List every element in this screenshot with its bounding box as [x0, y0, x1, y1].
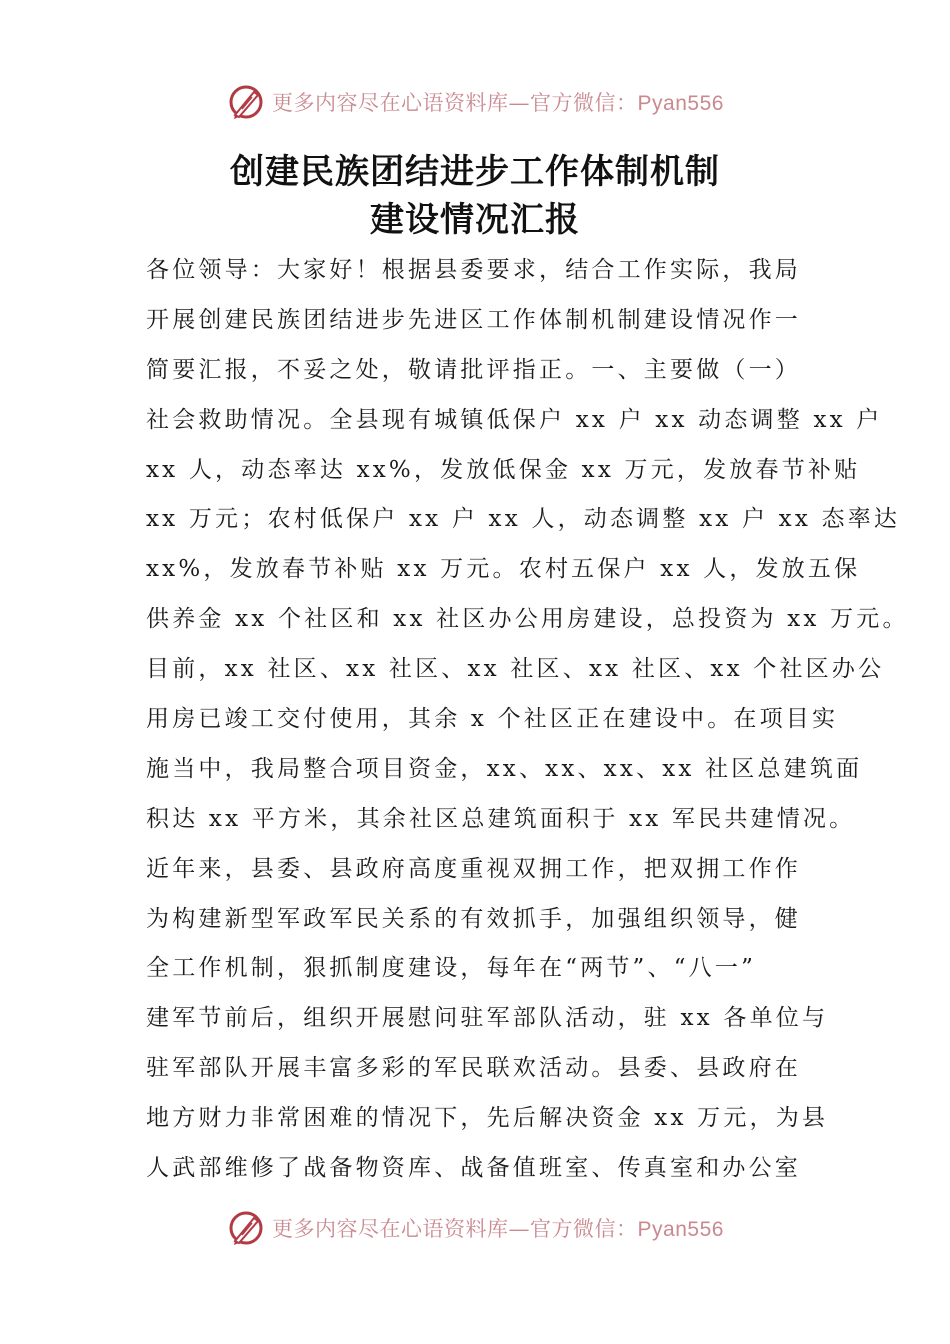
body-line: 人武部维修了战备物资库、战备值班室、传真室和办公室	[146, 1155, 801, 1182]
body-line: 用房已竣工交付使用，其余 x 个社区正在建设中。在项目实	[146, 706, 839, 733]
body-line: xx 人，动态率达 xx%，发放低保金 xx 万元，发放春节补贴	[146, 456, 861, 483]
watermark-banner-top	[0, 80, 950, 124]
wechat-id: Pyan556	[637, 1218, 724, 1241]
body-line: 开展创建民族团结进步先进区工作体制机制建设情况作一	[146, 306, 801, 333]
body-line: 全工作机制，狠抓制度建设，每年在“两节”、“八一”	[146, 955, 757, 982]
document-title-line-1: 创建民族团结进步工作体制机制	[230, 152, 720, 192]
body-line: 社会救助情况。全县现有城镇低保户 xx 户 xx 动态调整 xx 户	[146, 406, 883, 433]
watermark-text-top: 更多内容尽在心语资料库—官方微信：Pyan556	[272, 91, 724, 115]
body-line: 为构建新型军政军民关系的有效抓手，加强组织领导，健	[146, 905, 801, 932]
pen-nib-logo-icon	[226, 82, 266, 122]
body-line: 各位领导：大家好！根据县委要求，结合工作实际，我局	[146, 257, 801, 283]
document-body	[146, 246, 909, 1194]
body-line: 近年来，县委、县政府高度重视双拥工作，把双拥工作作	[146, 855, 801, 882]
document-title-line-2: 建设情况汇报	[370, 200, 580, 240]
body-line: 建军节前后，组织开展慰问驻军部队活动，驻 xx 各单位与	[146, 1005, 829, 1032]
body-line: 施当中，我局整合项目资金，xx、xx、xx、xx 社区总建筑面	[146, 755, 863, 782]
watermark-banner-bottom	[0, 1206, 950, 1250]
body-line: 地方财力非常困难的情况下，先后解决资金 xx 万元，为县	[146, 1105, 829, 1132]
body-line: xx 万元；农村低保户 xx 户 xx 人，动态调整 xx 户 xx 态率达	[146, 506, 901, 533]
body-line: 驻军部队开展丰富多彩的军民联欢活动。县委、县政府在	[146, 1055, 801, 1082]
wechat-id: Pyan556	[637, 92, 724, 115]
pen-nib-logo-icon	[226, 1208, 266, 1248]
body-line: 目前，xx 社区、xx 社区、xx 社区、xx 社区、xx 个社区办公	[146, 656, 885, 683]
body-line: 简要汇报，不妥之处，敬请批评指正。一、主要做（一）	[146, 356, 801, 383]
body-line: 积达 xx 平方米，其余社区总建筑面积于 xx 军民共建情况。	[146, 805, 856, 832]
body-line: 供养金 xx 个社区和 xx 社区办公用房建设，总投资为 xx 万元。	[146, 606, 909, 633]
body-line: xx%，发放春节补贴 xx 万元。农村五保户 xx 人，发放五保	[146, 556, 861, 583]
watermark-text-bottom: 更多内容尽在心语资料库—官方微信：Pyan556	[272, 1217, 724, 1241]
